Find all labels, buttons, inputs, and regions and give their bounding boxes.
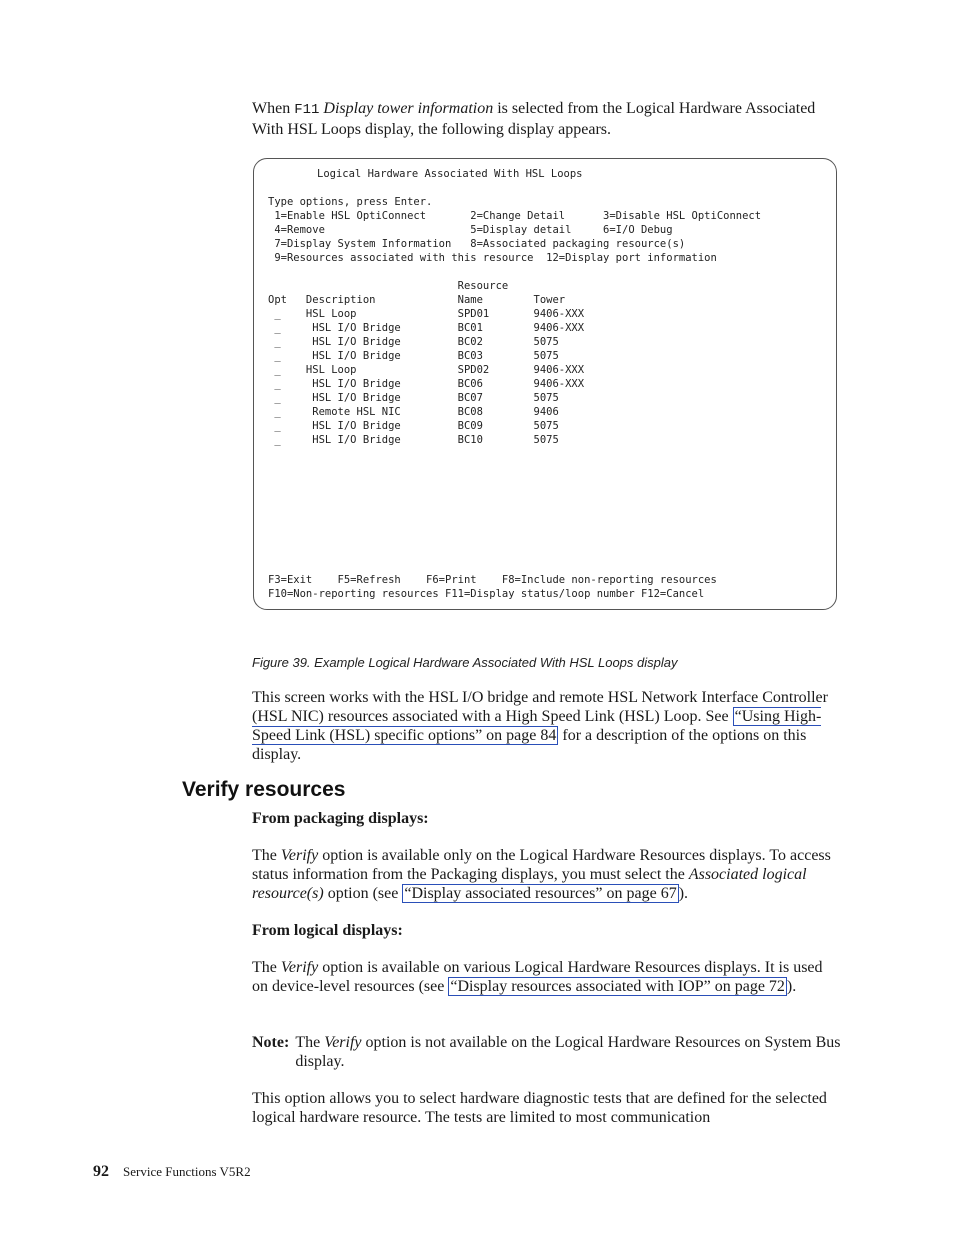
resource-row: _ HSL I/O Bridge BC09 5075 xyxy=(268,420,559,432)
screen-instructions: Type options, press Enter. xyxy=(268,196,433,208)
column-header: Opt Description Name Tower xyxy=(268,294,566,306)
resource-row: _ HSL I/O Bridge BC07 5075 xyxy=(268,392,559,404)
resource-row: _ Remote HSL NIC BC08 9406 xyxy=(268,406,559,418)
resource-row: _ HSL I/O Bridge BC06 9406-XXX xyxy=(268,378,585,390)
description-paragraph: This screen works with the HSL I/O bridge and remote HSL Network Interface Controller (HSL NIC) resources associated with a High Speed Link (HSL) Loop. See “Using High-Speed Link (HSL) specific options” on page 84 for a description of the options on this display. xyxy=(252,689,828,763)
option-line: 7=Display System Information 8=Associated packaging resource(s) xyxy=(268,238,686,250)
resource-row: _ HSL I/O Bridge BC03 5075 xyxy=(268,350,559,362)
subheading-packaging: From packaging displays: xyxy=(252,810,429,827)
column-header: Resource xyxy=(268,280,509,292)
f11-key: F11 xyxy=(294,102,320,118)
note-text: The Verify option is not available on the Logical Hardware Resources on System Bus display. xyxy=(295,1034,841,1070)
page-footer xyxy=(93,1163,251,1181)
note xyxy=(252,1033,842,1071)
resource-row: _ HSL I/O Bridge BC10 5075 xyxy=(268,434,559,446)
function-keys: F10=Non-reporting resources F11=Display status/loop number F12=Cancel xyxy=(268,588,705,600)
screen-title: Logical Hardware Associated With HSL Loops xyxy=(317,168,583,180)
note-label: Note: xyxy=(252,1034,290,1051)
packaging-paragraph: The Verify option is available only on the Logical Hardware Resources displays. To access status information from the Packaging displays, you must select the Associated logical resource(s) option (see “Display associated resources” on page 67 ). xyxy=(252,847,831,902)
section-heading: Verify resources xyxy=(182,778,346,801)
page-number: 92 xyxy=(93,1163,109,1180)
resource-row: _ HSL Loop SPD01 9406-XXX xyxy=(268,308,585,320)
book-title: Service Functions V5R2 xyxy=(123,1164,251,1179)
associated-resources-link[interactable]: “Display associated resources” on page 67 xyxy=(404,885,677,902)
function-keys: F3=Exit F5=Refresh F6=Print F8=Include non-reporting resources xyxy=(268,574,717,586)
intro-paragraph: When F11 Display tower information is selected from the Logical Hardware Associated With HSL Loops display, the following display appears. xyxy=(252,100,816,138)
resource-row: _ HSL I/O Bridge BC02 5075 xyxy=(268,336,559,348)
option-paragraph: This option allows you to select hardware diagnostic tests that are defined for the selected logical hardware resource. The tests are limited to most communication xyxy=(252,1090,827,1126)
resource-row: _ HSL Loop SPD02 9406-XXX xyxy=(268,364,585,376)
option-line: 4=Remove 5=Display detail 6=I/O Debug xyxy=(268,224,673,236)
subheading-logical: From logical displays: xyxy=(252,922,403,939)
logical-paragraph: The Verify option is available on various Logical Hardware Resources displays. It is used on device-level resources (see “Display resources associated with IOP” on page 72 ). xyxy=(252,959,823,995)
key-label: Display tower information xyxy=(323,100,494,117)
iop-resources-link[interactable]: “Display resources associated with IOP” on page 72 xyxy=(450,978,785,995)
hsl-options-link[interactable]: “Using High-Speed Link (HSL) specific options” on page 84 xyxy=(252,708,822,744)
option-line: 9=Resources associated with this resource 12=Display port information xyxy=(268,252,717,264)
resource-row: _ HSL I/O Bridge BC01 9406-XXX xyxy=(268,322,585,334)
figure-caption: Figure 39. Example Logical Hardware Associated With HSL Loops display xyxy=(252,655,678,670)
option-line: 1=Enable HSL OptiConnect 2=Change Detail 3=Disable HSL OptiConnect xyxy=(268,210,762,222)
terminal-screen xyxy=(253,158,837,610)
